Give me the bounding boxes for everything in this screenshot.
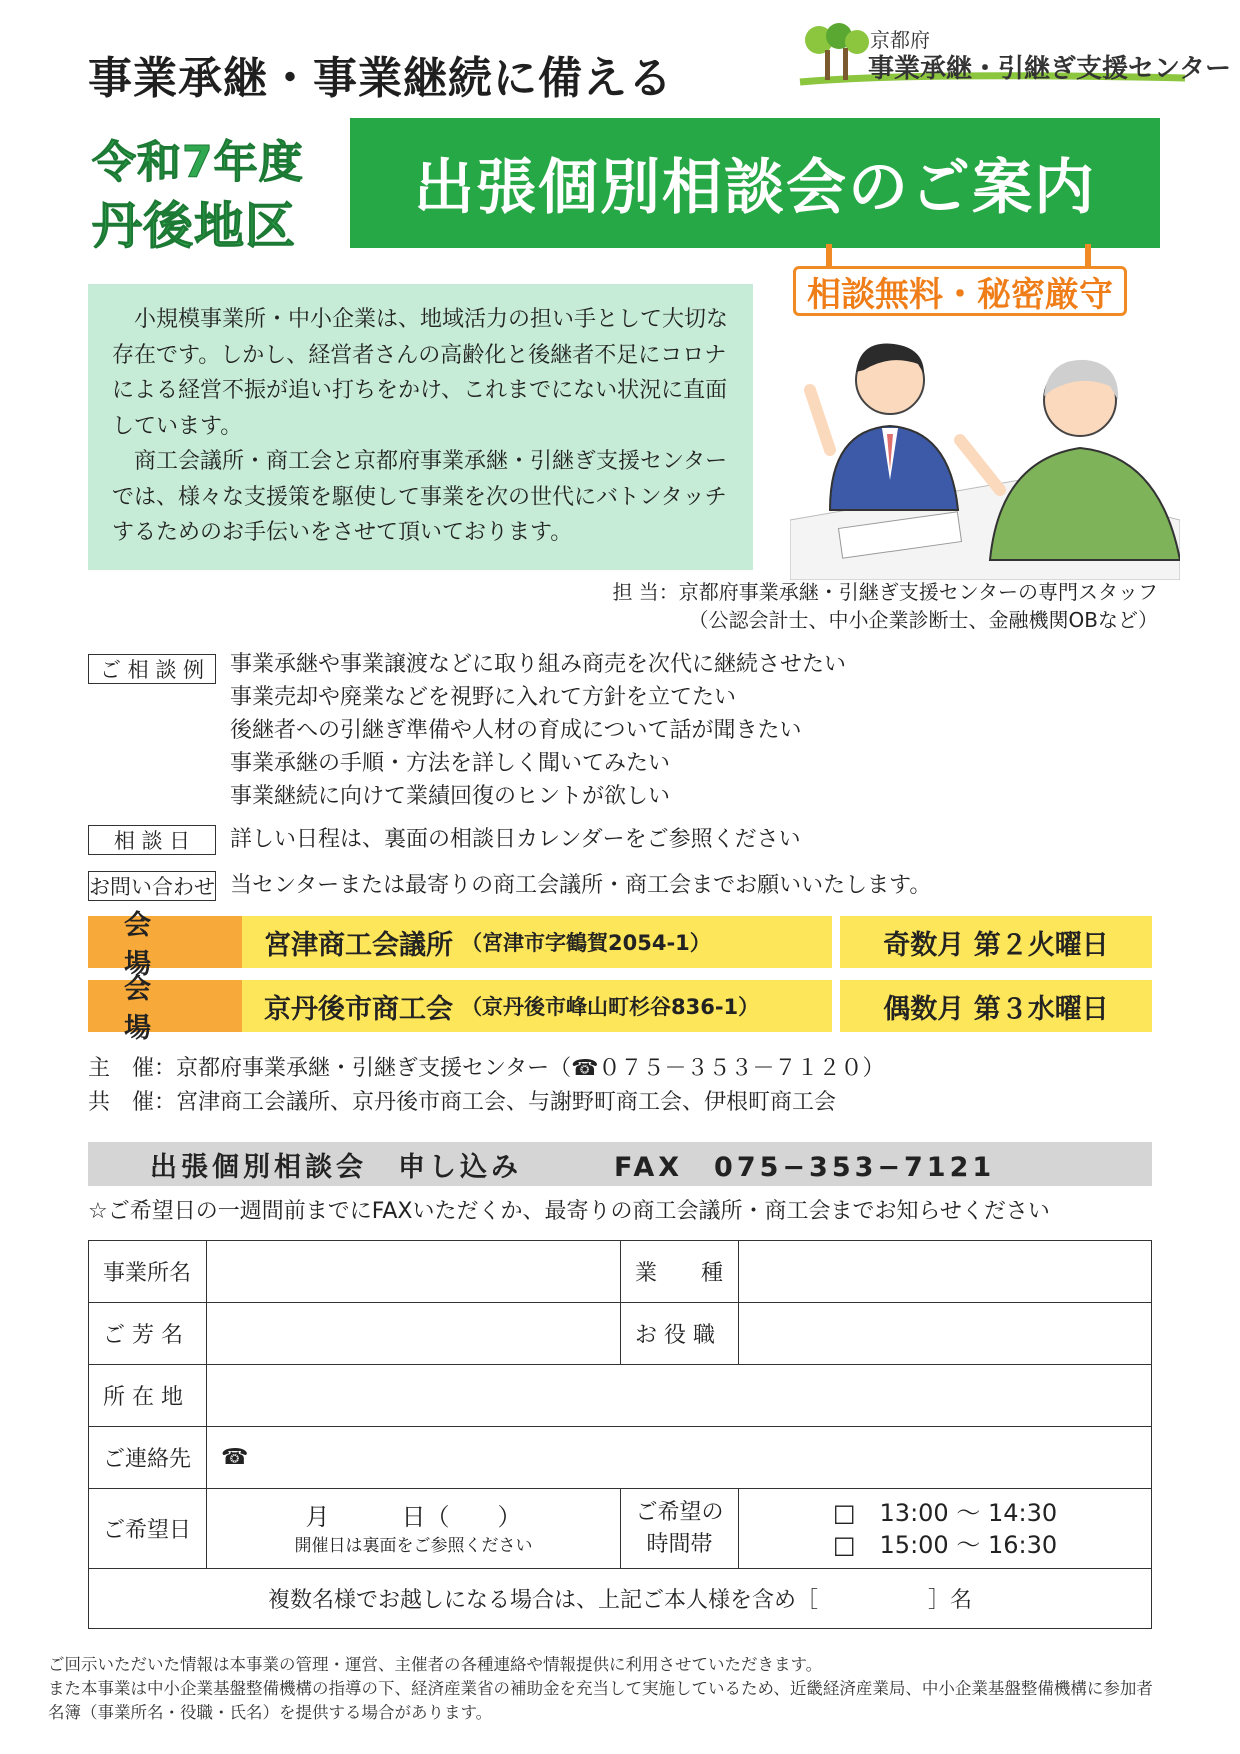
venue-name: 宮津商工会議所 [264,929,453,961]
examples-list [230,648,846,813]
example-item: 後継者への引継ぎ準備や人材の育成について話が聞きたい [230,718,802,743]
time-label [621,1489,739,1569]
intro-box [88,284,753,570]
phone-icon: ☎ [221,1445,249,1470]
example-item: 事業継続に向けて業績回復のヒントが欲しい [230,784,671,809]
badge-text: 相談無料・秘密厳守 [807,274,1113,315]
headline: 事業承継・事業継続に備える [88,53,673,104]
date-note: 開催日は裏面をご参照ください [294,1535,533,1556]
examples-label: ご 相 談 例 [88,654,216,684]
venue-address: （京丹後市峰山町杉谷836-1） [461,995,760,1019]
schedule-label: 相 談 日 [88,825,216,855]
free-confidential-badge [793,266,1127,316]
badge-connector [1085,244,1091,268]
venue-label: 会場 [88,916,242,968]
example-item: 事業売却や廃業などを視野に入れて方針を立てたい [230,685,737,710]
logo-prefecture: 京都府 [870,28,930,52]
name-field[interactable] [207,1303,621,1365]
title-banner [350,118,1160,248]
venue-address: （宮津市字鶴賀2054-1） [461,931,711,955]
example-item: 事業承継の手順・方法を詳しく聞いてみたい [230,751,671,776]
address-field[interactable] [207,1365,1152,1427]
time-options [739,1489,1152,1569]
date-field[interactable] [207,1489,621,1569]
footnote [48,1653,1208,1725]
footnote-line: 名簿（事業所名・役職・氏名）を提供する場合があります。 [48,1703,493,1722]
venue-2 [242,980,832,1032]
venue-day: 偶数月 第３水曜日 [840,980,1152,1032]
staff-info [612,578,1158,634]
consultation-illustration [790,330,1180,580]
company-label: 事業所名 [89,1241,207,1303]
time-option-checkbox[interactable]: □ 13:00 ～ 14:30 [832,1498,1058,1527]
staff-qualifications: （公認会計士、中小企業診断士、金融機関OBなど） [688,608,1158,632]
intro-paragraph: 商工会議所・商工会と京都府事業承継・引継ぎ支援センターでは、様々な支援策を駆使して事業を次の世代にバトンタッチするためのお手伝いをさせて頂いております。 [112,449,728,545]
attendee-count-field[interactable]: 複数名様でお越しになる場合は、上記ご本人様を含め［ ］名 [89,1569,1152,1629]
fiscal-year: 令和7年度 [92,137,304,188]
schedule-text: 詳しい日程は、裏面の相談日カレンダーをご参照ください [230,827,801,852]
phone-label: ご連絡先 [89,1427,207,1489]
example-item: 事業承継や事業譲渡などに取り組み商売を次代に継続させたい [230,652,847,677]
staff-line: 担 当：京都府事業承継・引継ぎ支援センターの専門スタッフ [612,580,1158,604]
time-option-checkbox[interactable]: □ 15:00 ～ 16:30 [832,1530,1058,1559]
host-organizer: 主 催：京都府事業承継・引継ぎ支援センター（☎０７５－３５３－７１２０） [88,1056,885,1081]
date-value: 月 日（ ） [305,1502,522,1531]
date-label: ご希望日 [89,1489,207,1569]
company-field[interactable] [207,1241,621,1303]
fax-number: FAX 075−353−7121 [614,1151,996,1183]
logo-center-name: 事業承継・引継ぎ支援センター [868,54,1231,84]
application-note: ☆ご希望日の一週間前までにFAXいただくか、最寄りの商工会議所・商工会までお知らせください [88,1199,1050,1224]
contact-text: 当センターまたは最寄りの商工会議所・商工会までお願いいたします。 [230,873,932,898]
venue-name: 京丹後市商工会 [264,993,453,1025]
position-field[interactable] [739,1303,1152,1365]
page-title: 出張個別相談会のご案内 [414,153,1096,223]
footnote-line: また本事業は中小企業基盤整備機構の指導の下、経済産業省の補助金を充当して実施しているため、近畿経済産業局、中小企業基盤整備機構に参加者 [48,1679,1153,1698]
industry-field[interactable] [739,1241,1152,1303]
badge-connector [826,244,832,268]
area-name: 丹後地区 [92,197,296,255]
name-label: ご 芳 名 [89,1303,207,1365]
industry-label: 業 種 [621,1241,739,1303]
venue-label: 会場 [88,980,242,1032]
co-organizers: 共 催：宮津商工会議所、京丹後市商工会、与謝野町商工会、伊根町商工会 [88,1090,837,1115]
application-title: 出張個別相談会 申し込み [150,1151,522,1183]
contact-label: お問い合わせ [88,871,216,901]
footnote-line: ご回示いただいた情報は本事業の管理・運営、主催者の各種連絡や情報提供に利用させていただきます。 [48,1655,823,1674]
intro-paragraph: 小規模事業所・中小企業は、地域活力の担い手として大切な存在です。しかし、経営者さんの高齢化と後継者不足にコロナによる経営不振が追い打ちをかけ、これまでにない状況に直面しています。 [112,307,729,439]
phone-field[interactable] [207,1427,1152,1489]
address-label: 所 在 地 [89,1365,207,1427]
venue-day: 奇数月 第２火曜日 [840,916,1152,968]
venue-1 [242,916,832,968]
time-label-line: 時間帯 [646,1531,713,1557]
time-label-line: ご希望の [635,1499,724,1525]
application-form [88,1240,1152,1629]
application-bar [88,1142,1152,1186]
position-label: お 役 職 [621,1303,739,1365]
